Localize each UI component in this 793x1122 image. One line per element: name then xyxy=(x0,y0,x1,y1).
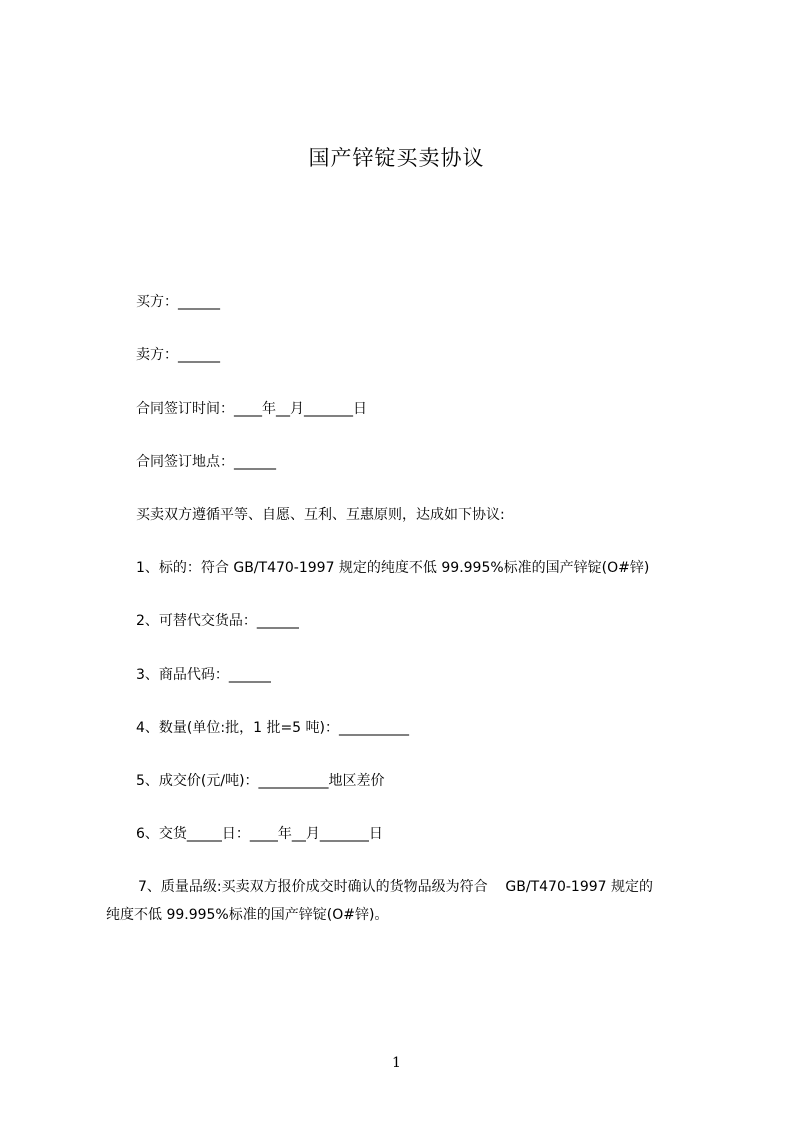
clause-1-subject: 1、标的：符合 GB/T470-1997 规定的纯度不低 99.995%标准的国产锌锭(O#锌) xyxy=(136,560,650,576)
page-number: 1 xyxy=(392,1055,401,1071)
buyer-line: 买方：______ xyxy=(136,294,220,310)
clause-5-price: 5、成交价(元/吨)：__________地区差价 xyxy=(136,773,385,789)
seller-line: 卖方：______ xyxy=(136,347,220,363)
clause-6-delivery: 6、交货_____日：____年__月_______日 xyxy=(136,826,383,842)
document-title: 国产锌锭买卖协议 xyxy=(308,146,485,170)
clause-4-quantity: 4、数量(单位:批，1 批=5 吨)：__________ xyxy=(136,720,409,736)
clause-3-code: 3、商品代码：______ xyxy=(136,667,271,683)
clause-7-quality xyxy=(106,873,706,929)
clause-2-substitute: 2、可替代交货品：______ xyxy=(136,613,299,629)
contract-place-line: 合同签订地点：______ xyxy=(136,454,276,470)
principle-line: 买卖双方遵循平等、自愿、互利、互惠原则，达成如下协议: xyxy=(136,507,505,523)
contract-date-line: 合同签订时间：____年__月_______日 xyxy=(136,401,367,417)
clause-7-line-1: 7、质量品级:买卖双方报价成交时确认的货物品级为符合 GB/T470-1997 规定的 xyxy=(138,879,653,895)
clause-7-line-2: 纯度不低 99.995%标准的国产锌锭(O#锌)。 xyxy=(106,907,389,923)
